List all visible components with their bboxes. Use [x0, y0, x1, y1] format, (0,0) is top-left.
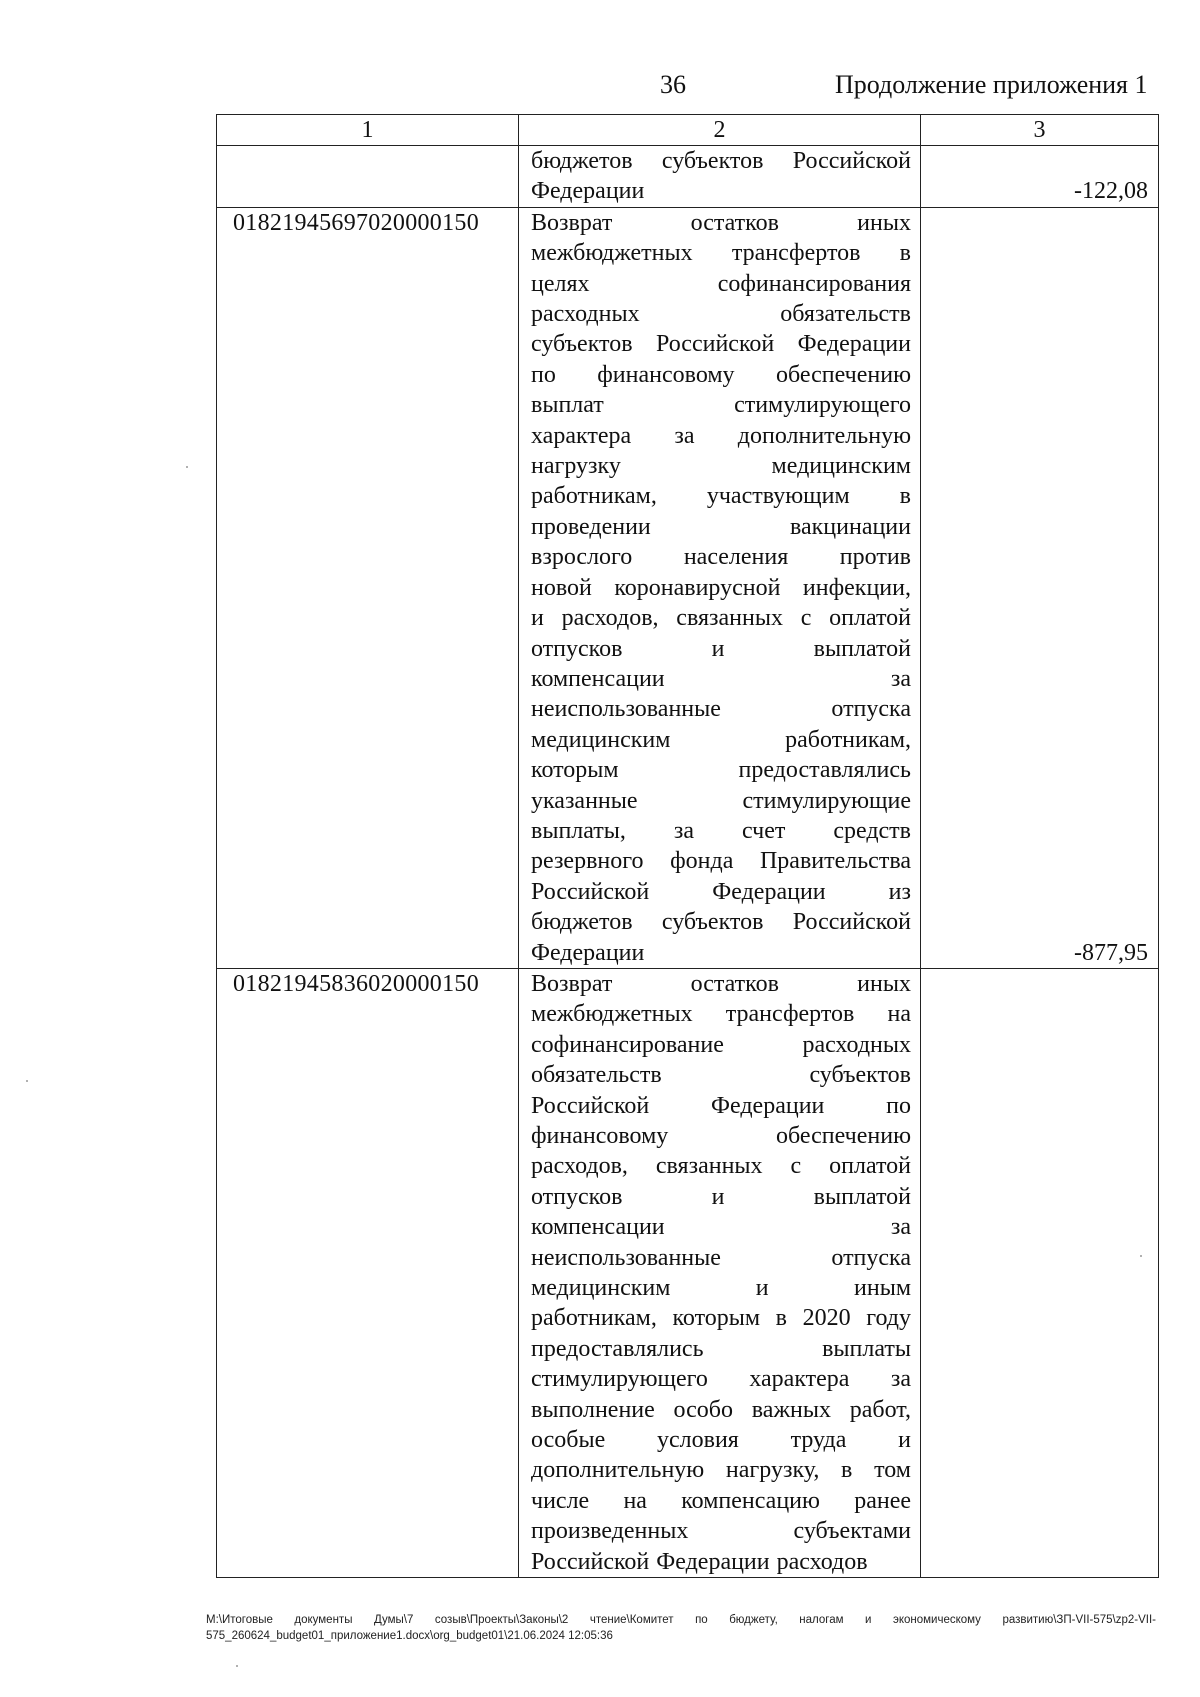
page-number: 36: [660, 70, 686, 99]
description-line: бюджетов субъектов Российской: [531, 148, 911, 174]
description-line: проведении вакцинации: [531, 513, 911, 540]
table-row: [217, 146, 1159, 208]
description-line: расходов, связанных с оплатой: [531, 1153, 911, 1180]
description-line: выплаты, за счет средств: [531, 817, 911, 844]
row-amount: [921, 968, 1159, 1577]
description-line: финансовому обеспечению: [531, 1123, 911, 1149]
description-line: взрослого населения против: [531, 544, 911, 571]
table-row: [217, 968, 1159, 1577]
row-amount: -122,08: [921, 146, 1159, 208]
description-line: работникам, которым в 2020 году: [531, 1305, 911, 1332]
description-line: Возврат остатков иных: [531, 209, 911, 236]
column-header-2: 2: [519, 115, 921, 146]
description-line: особые условия труда и: [531, 1427, 911, 1454]
scan-speck: [186, 466, 188, 468]
description-line: работникам, участвующим в: [531, 483, 911, 510]
description-line: неиспользованные отпуска: [531, 696, 911, 723]
description-line: и расходов, связанных с оплатой: [531, 605, 911, 632]
budget-table: [216, 114, 1159, 1578]
file-path-footer: M:\Итоговые документы Думы\7 созыв\Проекты\Законы\2 чтение\Комитет по бюджету, налогам и экономическому развитию\ЗП-VII-575\zp2-VII-575_260624_budget01_приложение1.docx\org_budget01\21.06.2024 12:05:36: [206, 1614, 1156, 1642]
description-line: Российской Федерации расходов: [531, 1548, 868, 1575]
row-description: [519, 207, 921, 968]
description-line: предоставлялись выплаты: [531, 1335, 911, 1362]
description-line: отпусков и выплатой: [531, 635, 911, 662]
table-row: [217, 207, 1159, 968]
description-line: стимулирующего характера за: [531, 1366, 911, 1393]
scan-speck: [236, 1665, 238, 1667]
column-header-3: 3: [921, 115, 1159, 146]
description-line: выплат стимулирующего: [531, 392, 911, 419]
description-line: расходных обязательств: [531, 301, 911, 328]
row-description: [519, 968, 921, 1577]
description-line: медицинским и иным: [531, 1275, 911, 1302]
description-line: произведенных субъектами: [531, 1518, 911, 1545]
description-line: целях софинансирования: [531, 270, 911, 297]
description-line: Российской Федерации по: [531, 1092, 911, 1119]
table-header-row: [217, 115, 1159, 146]
description-line: дополнительную нагрузку, в том: [531, 1457, 911, 1484]
description-line: межбюджетных трансфертов в: [531, 240, 911, 267]
description-line: межбюджетных трансфертов на: [531, 1001, 911, 1028]
continuation-label: Продолжение приложения 1: [835, 70, 1148, 99]
description-line: субъектов Российской Федерации: [531, 331, 911, 358]
description-line: компенсации за: [531, 665, 911, 692]
description-line: числе на компенсацию ранее: [531, 1487, 911, 1514]
row-code: 01821945697020000150: [217, 207, 519, 968]
description-line: выполнение особо важных работ,: [531, 1396, 911, 1423]
description-line: Федерации: [531, 178, 645, 205]
description-line: которым предоставлялись: [531, 757, 911, 784]
scan-speck: [26, 1080, 28, 1082]
description-line: бюджетов субъектов Российской: [531, 909, 911, 936]
description-line: неиспользованные отпуска: [531, 1244, 911, 1271]
row-description: [519, 146, 921, 208]
description-line: Российской Федерации из: [531, 878, 911, 905]
description-line: характера за дополнительную: [531, 422, 911, 449]
description-line: обязательств субъектов: [531, 1062, 911, 1089]
scan-speck: [1140, 1255, 1142, 1257]
description-line: Федерации: [531, 939, 645, 966]
description-line: софинансирование расходных: [531, 1031, 911, 1058]
description-line: по финансовому обеспечению: [531, 361, 911, 388]
description-line: резервного фонда Правительства: [531, 848, 911, 875]
description-line: медицинским работникам,: [531, 726, 911, 753]
column-header-1: 1: [217, 115, 519, 146]
description-line: указанные стимулирующие: [531, 787, 911, 814]
row-amount: -877,95: [921, 207, 1159, 968]
row-code: 01821945836020000150: [217, 968, 519, 1577]
description-line: Возврат остатков иных: [531, 970, 911, 997]
description-line: компенсации за: [531, 1214, 911, 1241]
description-line: нагрузку медицинским: [531, 453, 911, 480]
description-line: новой коронавирусной инфекции,: [531, 574, 911, 601]
row-code: [217, 146, 519, 208]
description-line: отпусков и выплатой: [531, 1183, 911, 1210]
